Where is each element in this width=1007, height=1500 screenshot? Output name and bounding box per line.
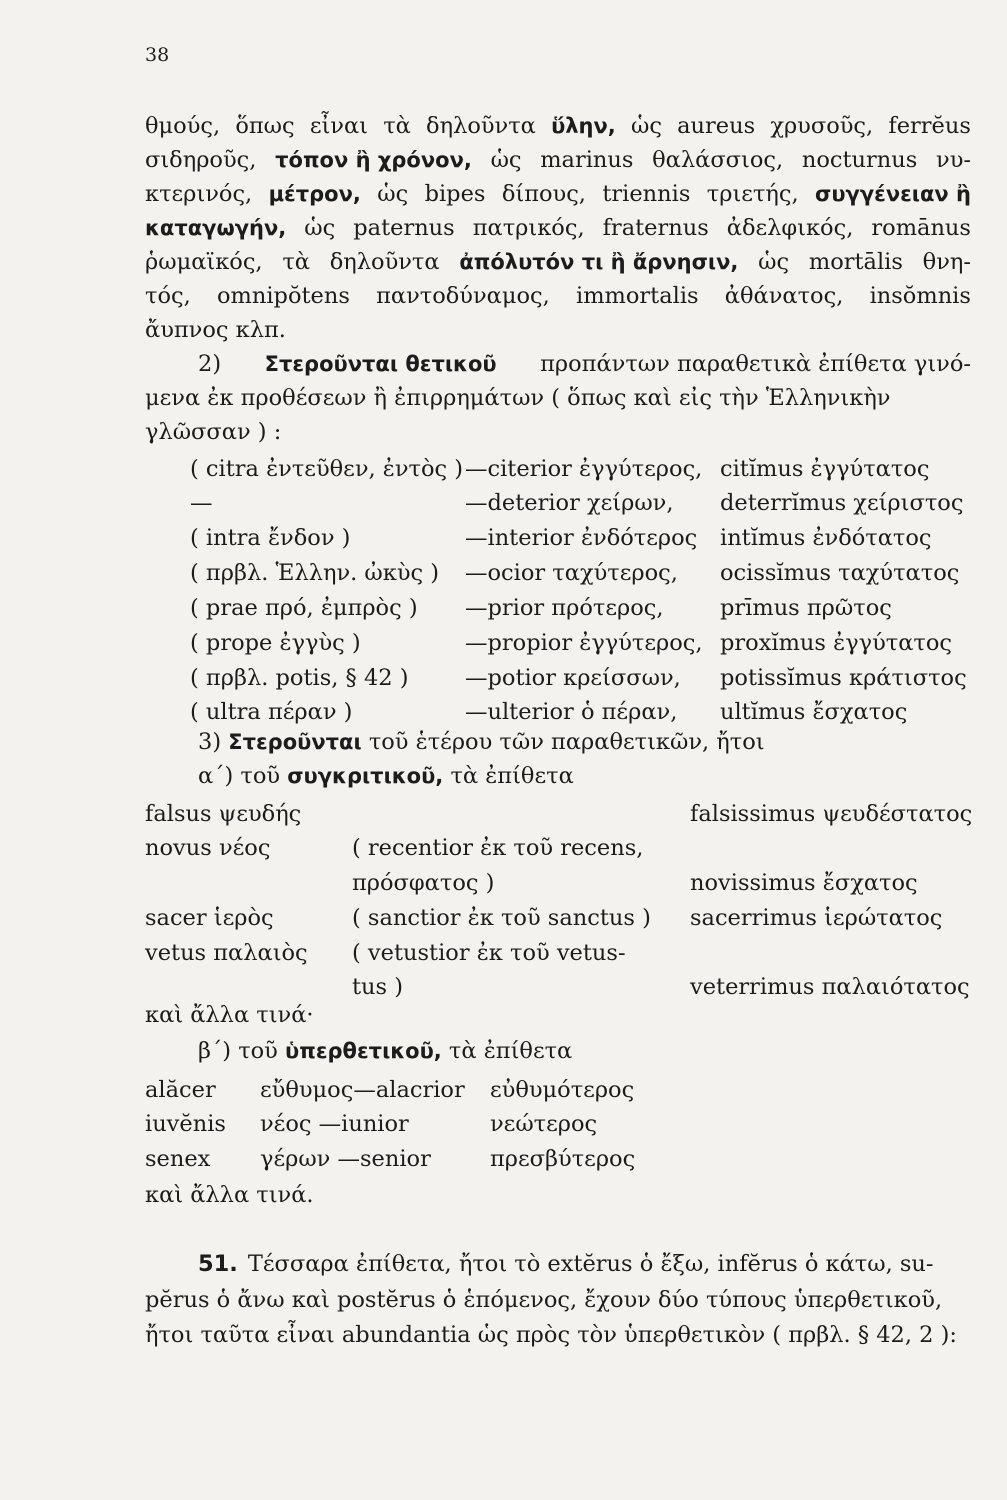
word: χρυσοῦς,	[770, 113, 874, 139]
word: καταγωγήν,	[145, 216, 287, 240]
word: δίπους,	[501, 181, 586, 207]
table-cell: ( prope ἐγγὺς )	[190, 630, 361, 656]
table-cell: ocissĭmus ταχύτατος	[720, 560, 960, 586]
word: ὅπως	[235, 113, 295, 139]
table-cell: νεώτερος	[490, 1111, 598, 1137]
word: ἄυπνος κλπ.	[145, 317, 286, 343]
word: σιδηροῦς,	[145, 147, 257, 173]
table-cell: ( recentior ἐκ τοῦ recens,	[352, 835, 644, 861]
section-2-line-1: 2) Στεροῦνται θετικοῦ προπάντων παραθετικὰ ἐπίθετα γινό-	[198, 351, 971, 377]
page-number: 38	[145, 44, 170, 66]
table-cell: ( πρβλ. Ἑλλην. ὠκὺς )	[190, 560, 440, 586]
subsection-b-line: β΄) τοῦ ὑπερθετικοῦ, τὰ ἐπίθετα	[198, 1038, 573, 1064]
word: ferrĕus	[888, 113, 971, 139]
word: κτερινός,	[145, 181, 253, 207]
section-3-heading: Στεροῦνται	[228, 730, 362, 754]
table-cell: proxĭmus ἐγγύτατος	[720, 630, 952, 656]
section-51-line-1: 51. Τέσσαρα ἐπίθετα, ἤτοι τὸ extĕrus ὁ ἔξω, infĕrus ὁ κάτω, su-	[198, 1251, 934, 1277]
word: nocturnus	[801, 147, 918, 173]
text-line	[145, 111, 971, 141]
table-cell: πρεσβύτερος	[490, 1146, 636, 1172]
word: τὰ	[383, 113, 411, 139]
section-2-heading: Στεροῦνται θετικοῦ	[264, 352, 497, 376]
word: θμούς,	[145, 113, 221, 139]
word: δηλοῦντα	[329, 249, 440, 275]
section-3-line: 3) Στεροῦνται τοῦ ἑτέρου τῶν παραθετικῶν, ἤτοι	[198, 729, 765, 755]
table-cell: iuvĕnis	[145, 1111, 226, 1137]
table-cell: novissimus ἔσχατος	[690, 870, 918, 896]
word: bipes	[424, 181, 486, 207]
table-cell: —ocior ταχύτερος,	[465, 560, 678, 586]
word: ὡς	[630, 113, 662, 139]
word: τριετής,	[706, 181, 799, 207]
word: paternus	[353, 215, 455, 241]
table-cell: deterrĭmus χείριστος	[720, 490, 964, 516]
and-others-2: καὶ ἄλλα τινά.	[145, 1182, 314, 1208]
word: θνη-	[922, 249, 971, 275]
word: ὡς	[758, 249, 790, 275]
word: ὕλην,	[551, 114, 616, 138]
table-cell: sacer ἱερὸς	[145, 905, 274, 931]
text-line	[145, 281, 971, 311]
section-51-line-3: ἤτοι ταῦτα εἶναι abundantia ὡς πρὸς τὸν ὑπερθετικὸν ( πρβλ. § 42, 2 ):	[145, 1322, 957, 1348]
table-cell: veterrimus παλαιότατος	[690, 974, 970, 1000]
table-cell: prīmus πρῶτος	[720, 595, 892, 621]
table-cell: —citerior ἐγγύτερος,	[465, 456, 703, 482]
word: romānus	[871, 215, 971, 241]
table-cell: sacerrimus ἱερώτατος	[690, 905, 943, 931]
section-2-line-2: μενα ἐκ προθέσεων ἢ ἐπιρρημάτων ( ὅπως καὶ εἰς τὴν Ἑλληνικὴν	[145, 385, 891, 411]
table-cell: potissĭmus κράτιστος	[720, 665, 967, 691]
table-cell: εὐθυμότερος	[490, 1077, 635, 1103]
table-cell: πρόσφατος )	[352, 870, 495, 896]
word: ἀδελφικός,	[726, 215, 854, 241]
table-cell: ( intra ἔνδον )	[190, 525, 351, 551]
section-51-line-2: pĕrus ὁ ἄνω καὶ postĕrus ὁ ἑπόμενος, ἔχουν δύο τύπους ὑπερθετικοῦ,	[145, 1287, 943, 1313]
table-cell: νέος —iunior	[260, 1111, 409, 1137]
and-others-1: καὶ ἄλλα τινά·	[145, 1002, 314, 1028]
table-cell: falsissimus ψευδέστατος	[690, 801, 973, 827]
word: δηλοῦντα	[426, 113, 536, 139]
word: μέτρον,	[268, 182, 361, 206]
word: νυ-	[936, 147, 971, 173]
table-cell: —propior ἐγγύτερος,	[465, 630, 703, 656]
word: τός,	[145, 283, 191, 309]
word: τόπον ἢ χρόνον,	[275, 148, 472, 172]
table-cell: alăcer	[145, 1077, 216, 1103]
table-cell: ( ultra πέραν )	[190, 699, 353, 725]
word: πατρικός,	[472, 215, 585, 241]
table-cell: —prior πρότερος,	[465, 595, 664, 621]
text-line	[145, 213, 971, 243]
word: mortālis	[808, 249, 903, 275]
word: ὡς	[490, 147, 522, 173]
word: θαλάσσιος,	[652, 147, 784, 173]
word: ἀπόλυτόν τι ἢ ἄρνησιν,	[459, 250, 739, 274]
text-line	[145, 145, 971, 175]
word: omnipŏtens	[216, 283, 350, 309]
table-cell: —	[190, 490, 213, 516]
word: συγγένειαν ἢ	[814, 182, 971, 206]
word: εἶναι	[309, 113, 369, 139]
word: ἀθάνατος,	[724, 283, 844, 309]
table-cell: —potior κρείσσων,	[465, 665, 681, 691]
table-cell: falsus ψευδής	[145, 801, 302, 827]
word: aureus	[677, 113, 756, 139]
table-cell: ( citra ἐντεῦθεν, ἐντὸς )	[190, 456, 464, 482]
word: marinus	[540, 147, 634, 173]
text-line	[145, 315, 971, 345]
subsection-b-heading: ὑπερθετικοῦ,	[285, 1039, 442, 1063]
word: παντοδύναμος,	[376, 283, 550, 309]
table-cell: novus νέος	[145, 835, 271, 861]
subsection-a-line: α΄) τοῦ συγκριτικοῦ, τὰ ἐπίθετα	[198, 763, 574, 789]
word: ὡς	[377, 181, 409, 207]
word: insŏmnis	[869, 283, 971, 309]
table-cell: senex	[145, 1146, 211, 1172]
word: triennis	[602, 181, 691, 207]
section-number: 51.	[198, 1251, 238, 1277]
table-cell: —ulterior ὁ πέραν,	[465, 699, 678, 725]
word: ῥωμαϊκός,	[145, 249, 263, 275]
text-line	[145, 179, 971, 209]
table-cell: citĭmus ἐγγύτατος	[720, 456, 930, 482]
table-cell: tus )	[352, 974, 404, 1000]
word: immortalis	[576, 283, 699, 309]
table-cell: ultĭmus ἔσχατος	[720, 699, 908, 725]
word: fraternus	[602, 215, 709, 241]
word: ὡς	[304, 215, 336, 241]
subsection-a-heading: συγκριτικοῦ,	[287, 764, 444, 788]
text-line	[145, 247, 971, 277]
table-cell: —deterior χείρων,	[465, 490, 674, 516]
table-cell: intĭmus ἐνδότατος	[720, 525, 932, 551]
table-cell: ( vetustior ἐκ τοῦ vetus-	[352, 940, 626, 966]
table-cell: γέρων —senior	[260, 1146, 431, 1172]
table-cell: εὔθυμος—alacrior	[260, 1077, 465, 1103]
table-cell: —interior ἐνδότερος	[465, 525, 698, 551]
table-cell: ( prae πρό, ἐμπρὸς )	[190, 595, 418, 621]
table-cell: ( sanctior ἐκ τοῦ sanctus )	[352, 905, 651, 931]
table-cell: vetus παλαιὸς	[145, 940, 308, 966]
word: τὰ	[282, 249, 310, 275]
section-2-line-3: γλῶσσαν ) :	[145, 419, 282, 445]
table-cell: ( πρβλ. potis, § 42 )	[190, 665, 409, 691]
